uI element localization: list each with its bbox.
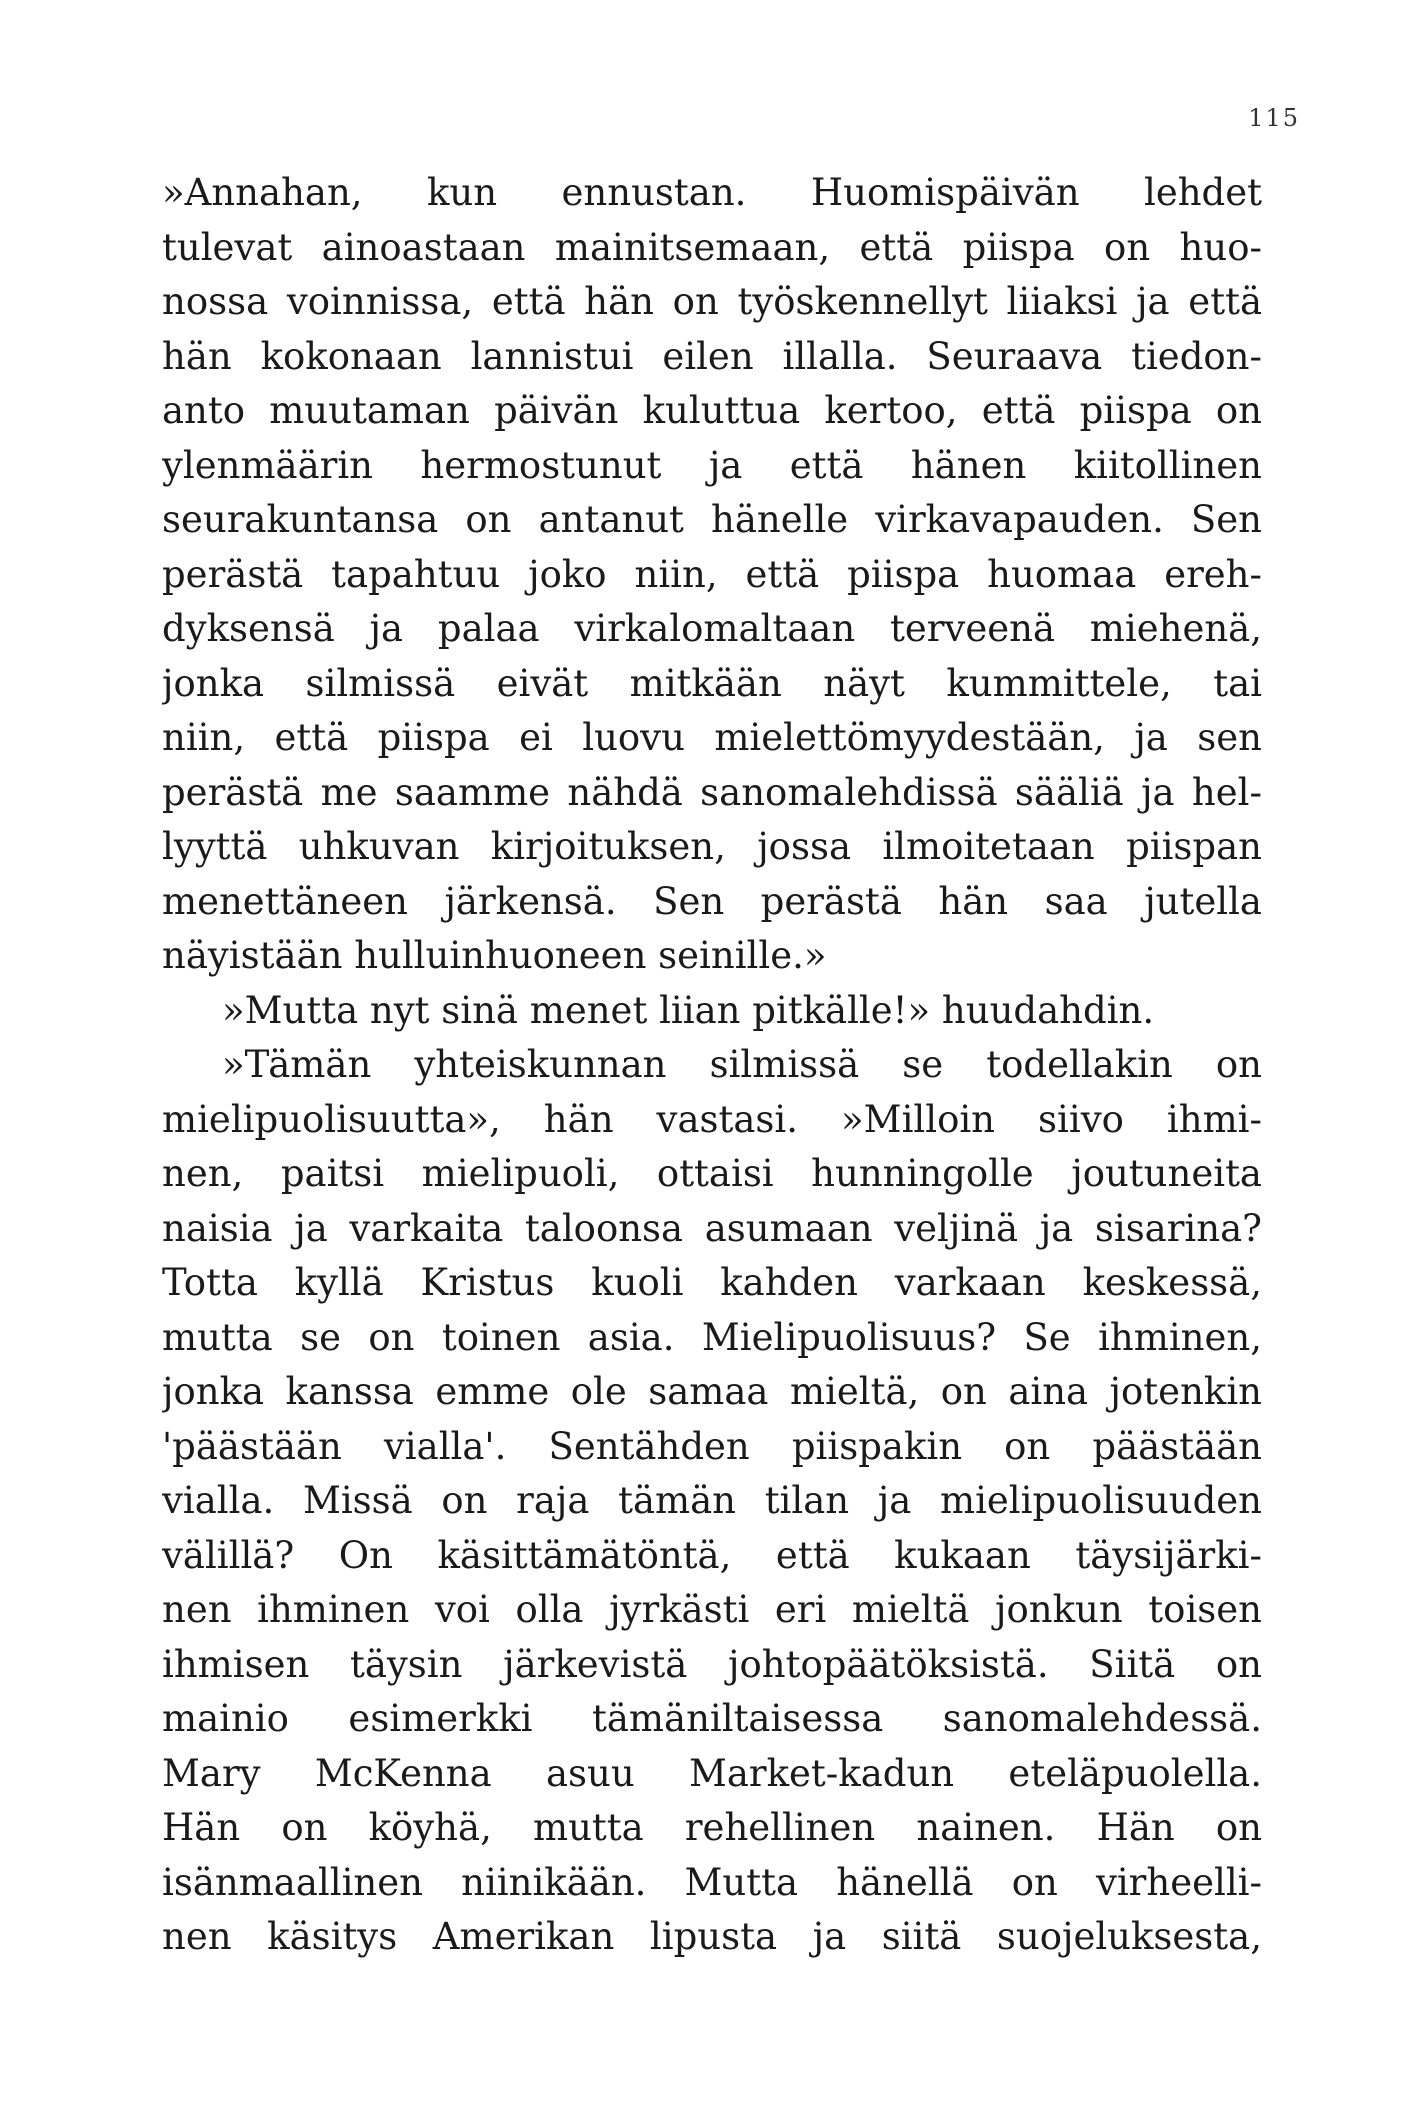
text-line: anto muutaman päivän kuluttua kertoo, että piispa on (162, 389, 1262, 432)
text-line: jonka kanssa emme ole samaa mieltä, on aina jotenkin (162, 1370, 1262, 1413)
text-line: ihmisen täysin järkevistä johtopäätöksistä. Siitä on (162, 1642, 1262, 1686)
text-line: seurakuntansa on antanut hänelle virkavapauden. Sen (162, 498, 1262, 541)
text-line: mainio esimerkki tämäniltaisessa sanomalehdessä. (162, 1697, 1262, 1740)
text-line: mutta se on toinen asia. Mielipuolisuus? Se ihminen, (162, 1315, 1262, 1359)
text-line: jonka silmissä eivät mitkään näyt kummittele, tai (162, 661, 1262, 705)
text-line: »Tämän yhteiskunnan silmissä se todellakin on (222, 1043, 1262, 1086)
text-line: perästä tapahtuu joko niin, että piispa huomaa ereh- (162, 552, 1262, 596)
text-line: lyyttä uhkuvan kirjoituksen, jossa ilmoitetaan piispan (162, 825, 1262, 868)
text-line: dyksensä ja palaa virkalomaltaan terveenä miehenä, (162, 607, 1262, 650)
text-line: nossa voinnissa, että hän on työskennellyt liiaksi ja että (162, 280, 1262, 323)
text-line: nen, paitsi mielipuoli, ottaisi hunningolle joutuneita (162, 1152, 1262, 1195)
text-line: Totta kyllä Kristus kuoli kahden varkaan keskessä, (162, 1261, 1262, 1304)
page-number: 115 (1248, 104, 1300, 132)
text-line: nen ihminen voi olla jyrkästi eri mieltä jonkun toisen (162, 1588, 1262, 1631)
text-line: perästä me saamme nähdä sanomalehdissä sääliä ja hel- (162, 770, 1262, 814)
text-line: »Mutta nyt sinä menet liian pitkälle!» huudahdin. (222, 988, 1155, 1032)
text-line: 'päästään vialla'. Sentähden piispakin on päästään (162, 1424, 1262, 1468)
text-line: Mary McKenna asuu Market-kadun eteläpuolella. (162, 1751, 1262, 1795)
body-text (162, 166, 1262, 1965)
text-line: menettäneen järkensä. Sen perästä hän saa jutella (162, 879, 1262, 923)
text-line: vialla. Missä on raja tämän tilan ja mielipuolisuuden (162, 1479, 1262, 1522)
text-line: niin, että piispa ei luovu mielettömyydestään, ja sen (162, 716, 1262, 759)
text-line: tulevat ainoastaan mainitsemaan, että piispa on huo- (162, 225, 1262, 269)
text-line: isänmaallinen niinikään. Mutta hänellä on virheelli- (162, 1860, 1262, 1904)
text-line: naisia ja varkaita taloonsa asumaan veljinä ja sisarina? (162, 1206, 1262, 1250)
text-line: ylenmäärin hermostunut ja että hänen kiitollinen (162, 443, 1262, 487)
text-line: näyistään hulluinhuoneen seinille.» (162, 934, 827, 977)
text-line: Hän on köyhä, mutta rehellinen nainen. Hän on (162, 1806, 1262, 1849)
text-line: mielipuolisuutta», hän vastasi. »Milloin siivo ihmi- (162, 1097, 1262, 1141)
text-line: hän kokonaan lannistui eilen illalla. Seuraava tiedon- (162, 334, 1262, 378)
text-line: nen käsitys Amerikan lipusta ja siitä suojeluksesta, (162, 1915, 1262, 1958)
text-line: välillä? On käsittämätöntä, että kukaan täysijärki- (162, 1533, 1262, 1577)
text-line: »Annahan, kun ennustan. Huomispäivän lehdet (162, 171, 1262, 214)
